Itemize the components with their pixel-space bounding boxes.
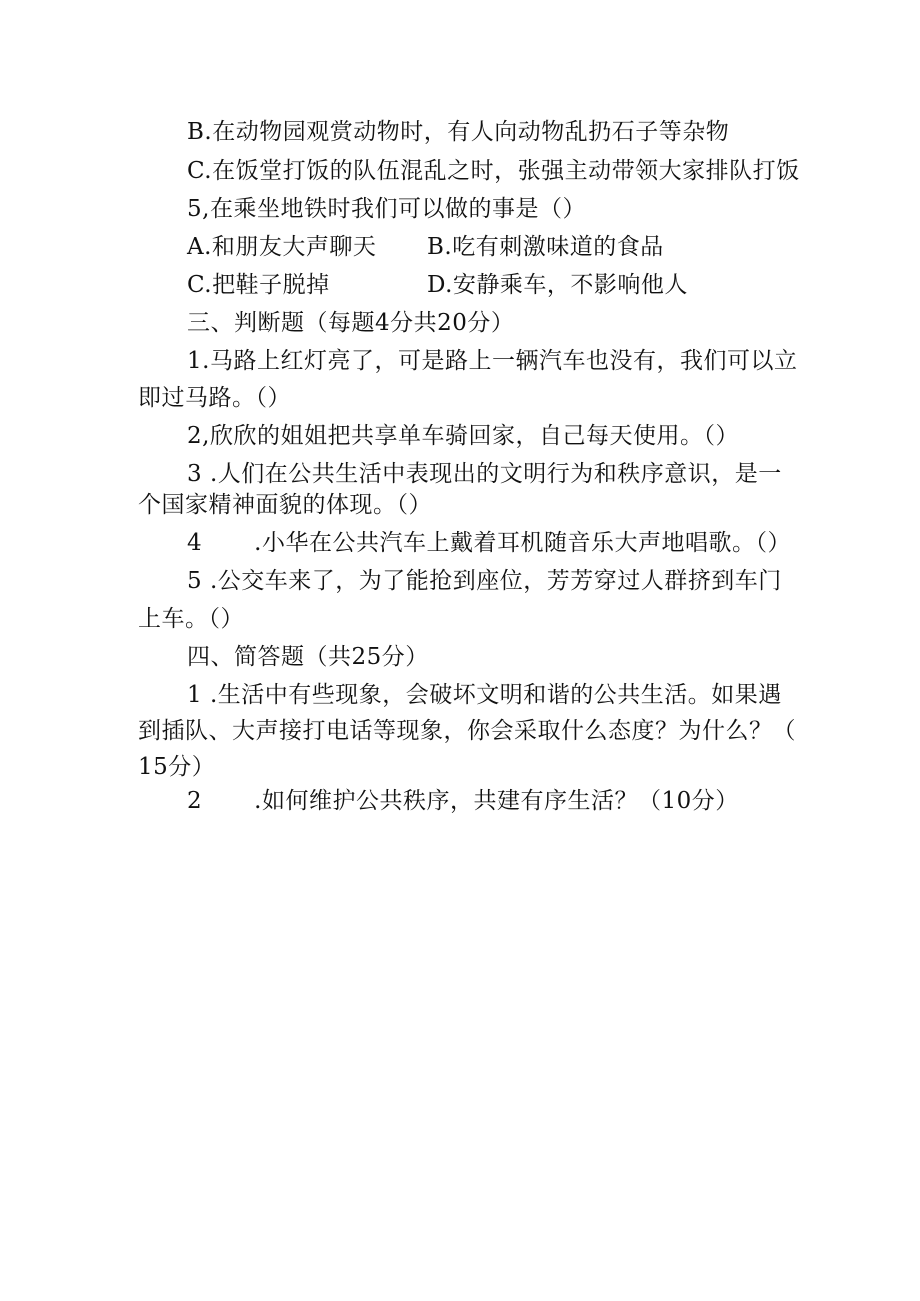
s3-q1-line2: 即过马路。（）	[138, 385, 291, 411]
s3-q5-line2: 上车。（）	[138, 606, 244, 632]
s4-q1-line1: 1 .生活中有些现象，会破坏文明和谐的公共生活。如果遇	[187, 682, 782, 708]
q5-option-d: D.安静乘车，不影响他人	[427, 272, 688, 298]
s3-q3-line1: 3 .人们在公共生活中表现出的文明行为和秩序意识，是一	[187, 461, 782, 487]
q5-option-c: C.把鞋子脱掉	[187, 272, 330, 298]
s3-q5-line1: 5 .公交车来了，为了能抢到座位，芳芳穿过人群挤到车门	[187, 568, 782, 594]
q5-stem: 5,在乘坐地铁时我们可以做的事是（）	[187, 196, 586, 222]
s4-q2-number: 2	[187, 788, 203, 814]
s3-q1-line1: 1.马路上红灯亮了，可是路上一辆汽车也没有，我们可以立	[187, 348, 798, 374]
section4-title: 四、简答题（共25分）	[187, 644, 429, 670]
s3-q4	[187, 528, 791, 558]
s4-q2-text: .如何维护公共秩序，共建有序生活？（10分）	[254, 788, 739, 814]
s3-q2: 2,欣欣的姐姐把共享单车骑回家，自己每天使用。（）	[187, 423, 739, 449]
s4-q1-line2: 到插队、大声接打电话等现象，你会采取什么态度？为什么？（	[138, 718, 796, 744]
q4-option-c: C.在饭堂打饭的队伍混乱之时，张强主动带领大家排队打饭	[187, 158, 800, 184]
s3-q4-number: 4	[187, 530, 203, 556]
s4-q2	[187, 786, 739, 816]
s3-q3-line2: 个国家精神面貌的体现。（）	[138, 492, 432, 518]
s4-q1-line3: 15分）	[138, 754, 216, 780]
q5-option-a: A.和朋友大声聊天	[187, 234, 377, 260]
q4-option-b: B.在动物园观赏动物时，有人向动物乱扔石子等杂物	[187, 119, 730, 145]
q5-option-b: B.吃有刺激味道的食品	[427, 234, 664, 260]
section3-title: 三、判断题（每题4分共20分）	[187, 310, 515, 336]
s3-q4-text: .小华在公共汽车上戴着耳机随音乐大声地唱歌。（）	[254, 530, 791, 556]
